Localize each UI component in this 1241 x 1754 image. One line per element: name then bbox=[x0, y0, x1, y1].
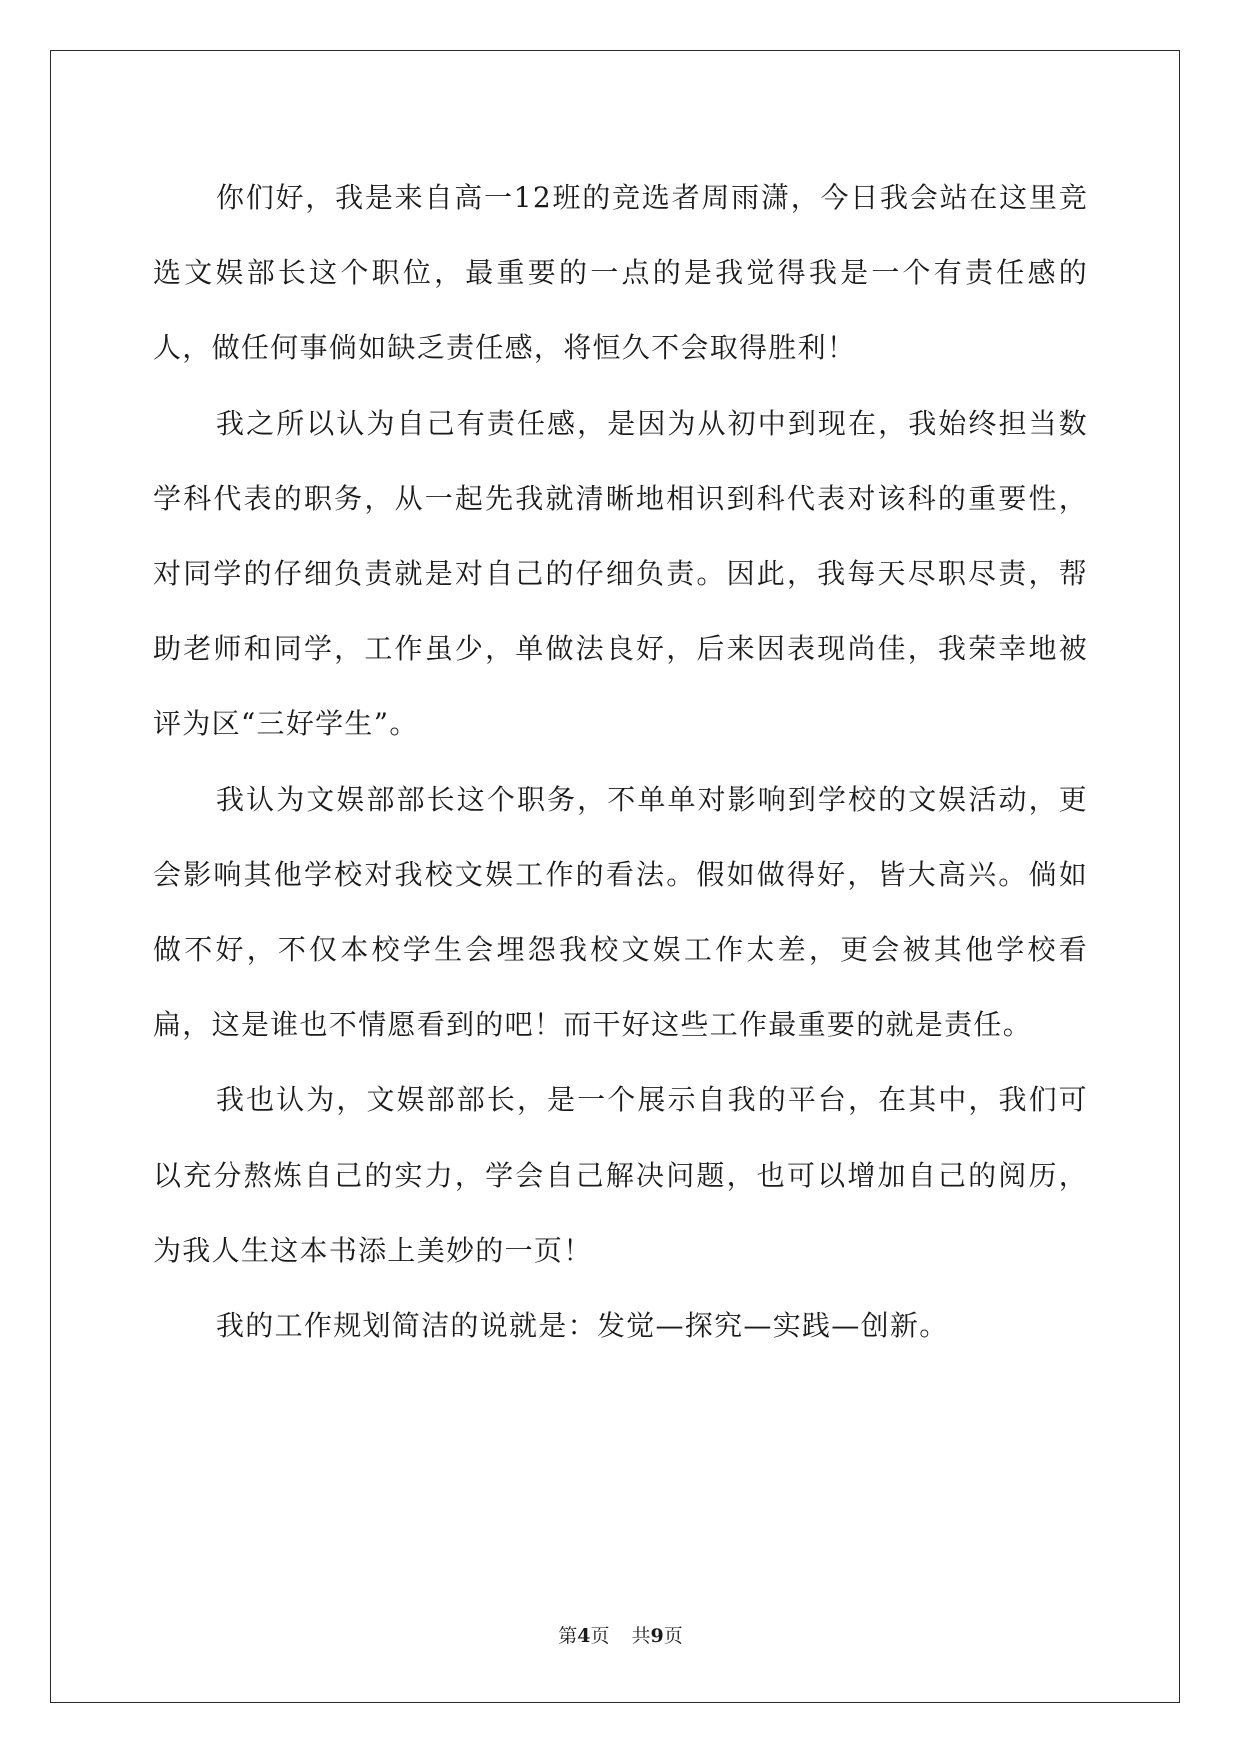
page-total: 9 bbox=[650, 1625, 664, 1647]
document-body bbox=[153, 160, 1088, 1363]
page-footer bbox=[0, 1621, 1241, 1648]
paragraph-1: 你们好，我是来自高一12班的竞选者周雨潇，今日我会站在这里竞选文娱部长这个职位，最重要的一点的是我觉得我是一个有责任感的人，做任何事倘如缺乏责任感，将恒久不会取得胜利！ bbox=[153, 181, 1088, 365]
total-prefix: 共 bbox=[631, 1625, 651, 1647]
paragraph-3: 我认为文娱部部长这个职务，不单单对影响到学校的文娱活动，更会影响其他学校对我校文娱工作的看法。假如做得好，皆大高兴。倘如做不好，不仅本校学生会埋怨我校文娱工作太差，更会被其他学校看扁，这是谁也不情愿看到的吧！而干好这些工作最重要的就是责任。 bbox=[153, 782, 1088, 1042]
page-suffix: 页 bbox=[590, 1625, 610, 1647]
paragraph-5: 我的工作规划简洁的说就是：发觉—探究—实践—创新。 bbox=[216, 1309, 949, 1343]
paragraph-4: 我也认为，文娱部部长，是一个展示自我的平台，在其中，我们可以充分熬炼自己的实力，学会自己解决问题，也可以增加自己的阅历，为我人生这本书添上美妙的一页！ bbox=[153, 1083, 1088, 1267]
page-current: 4 bbox=[577, 1625, 591, 1647]
page-prefix: 第 bbox=[558, 1625, 578, 1647]
total-suffix: 页 bbox=[663, 1625, 683, 1647]
paragraph-2: 我之所以认为自己有责任感，是因为从初中到现在，我始终担当数学科代表的职务，从一起先我就清晰地相识到科代表对该科的重要性，对同学的仔细负责就是对自己的仔细负责。因此，我每天尽职尽责，帮助老师和同学，工作虽少，单做法良好，后来因表现尚佳，我荣幸地被评为区“三好学生”。 bbox=[153, 406, 1088, 741]
